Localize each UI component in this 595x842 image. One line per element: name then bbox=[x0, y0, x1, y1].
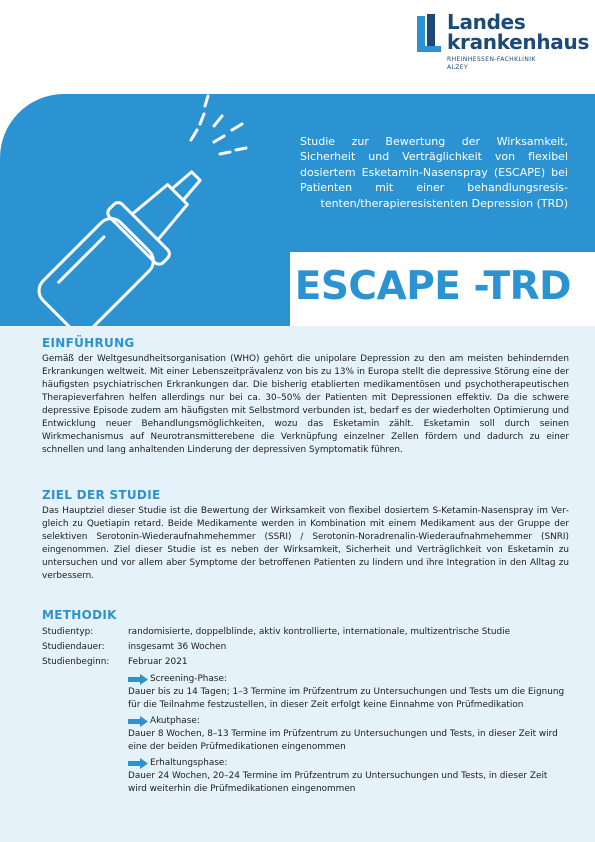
logo-line-1: Landes bbox=[447, 10, 526, 34]
row-studientyp bbox=[42, 625, 569, 640]
title-box bbox=[290, 252, 595, 326]
logo-mark-icon bbox=[417, 14, 441, 54]
arrow-right-icon bbox=[128, 758, 148, 769]
phase-text: Dauer 24 Wochen, 20–24 Termine im Prüfzentrum zu Untersuchungen und Tests, in dieser Zeit wird weiterhin die Prüfmedikationen eingenommen bbox=[128, 771, 548, 794]
logo-line-2: krankenhaus bbox=[447, 30, 590, 54]
phase-title: Erhaltungsphase: bbox=[150, 758, 228, 768]
study-description: Studie zur Bewertung der Wirksamkeit, Sicherheit und Verträglichkeit von flexibel dosiertem Esketamin-Nasenspray (ESCAPE) bei Patienten mit einer behandlungsresistenten/therapieresistenten Depression (TRD) bbox=[300, 135, 568, 210]
value-studientyp: randomisierte, doppelblinde, aktiv kontrollierte, internationale, multizentrische Studie bbox=[128, 627, 511, 637]
section-methodik bbox=[42, 608, 569, 796]
nasal-spray-icon bbox=[0, 94, 290, 326]
text-einfuehrung: Gemäß der Weltgesundheitsorganisation (WHO) gehört die unipolare Depression zu den am meisten behindernden Erkrankungen weltweit. Mit einer Lebenszeitprävalenz von bis zu 13% in Europa stellt die depressive Störung eine der häufigsten psychiatrischen Erkrankungen dar. Die bisherig etablierten medikamentösen und psychotherapeutischen Therapieverfahren helfen allerdings nur bei ca. 30–50% der Patienten mit Depressionen effektiv. Da die schwere depressive Episode zudem am häufigsten mit Selbstmord verbunden ist, bedarf es der wiederholten Optimierung und Entwicklung neuer Behandlungsmöglichkeiten, wozu das Esketamin zählt. Esketamin soll durch seinen Wirkmechanismus auf Neurotransmitterebene die Verknüpfung einzelner Zellen fördern und dadurch zu einer schnellen und lang anhaltenden Linderung der depressiven Symptomatik führen. bbox=[42, 354, 569, 455]
value-studiendauer: insgesamt 36 Wochen bbox=[128, 642, 227, 652]
section-einfuehrung bbox=[42, 336, 569, 457]
arrow-right-icon bbox=[128, 674, 148, 685]
label-studienbeginn: Studienbeginn: bbox=[42, 657, 110, 667]
phase-title: Screening-Phase: bbox=[150, 674, 227, 684]
row-studienbeginn bbox=[42, 655, 569, 670]
arrow-right-icon bbox=[128, 716, 148, 727]
hero-banner bbox=[0, 94, 595, 326]
logo-subtitle-1: RHEINHESSEN-FACHKLINIK bbox=[447, 56, 536, 63]
heading-ziel: ZIEL DER STUDIE bbox=[42, 488, 161, 502]
hospital-logo bbox=[417, 10, 590, 84]
heading-einfuehrung: EINFÜHRUNG bbox=[42, 336, 135, 350]
phase-text: Dauer bis zu 14 Tagen; 1–3 Termine im Prüfzentrum zu Untersuchungen und Tests um die Eignung für die Teilnahme festzustellen, in dieser Zeit erfolgt keine Einnahme von Prüfmedikation bbox=[128, 687, 565, 710]
phase-screening bbox=[42, 673, 569, 712]
phase-text: Dauer 8 Wochen, 8–13 Termine im Prüfzentrum zu Untersuchungen und Tests, in dieser Zeit wird eine der beiden Prüfmedikationen eingenommen bbox=[128, 729, 558, 752]
study-title: ESCAPE -TRD bbox=[294, 264, 571, 309]
phase-title: Akutphase: bbox=[150, 716, 200, 726]
heading-methodik: METHODIK bbox=[42, 608, 117, 622]
row-studiendauer bbox=[42, 640, 569, 655]
section-ziel bbox=[42, 488, 569, 583]
text-ziel: Das Hauptziel dieser Studie ist die Bewertung der Wirksamkeit von flexibel dosiertem S-Ketamin-Nasenspray im Vergleich zu Quetiapin retard. Beide Medikamente werden in Kombination mit einem Medikament aus der Gruppe der selektiven Serotonin-Wiederaufnahmehemmer (SSRI) / Serotonin-Noradrenalin-Wiederaufnahmehemmer (SNRI) eingenommen. Ziel dieser Studie ist es neben der Wirksamkeit, Sicherheit und Verträglichkeit von Esketamin zu untersuchen und vor allem aber Symptome der betroffenen Patienten zu lindern und ihre Integration in den Alltag zu verbessern. bbox=[42, 506, 569, 581]
logo-subtitle-2: ALZEY bbox=[447, 64, 469, 71]
phase-erhaltung bbox=[42, 757, 569, 796]
label-studiendauer: Studiendauer: bbox=[42, 642, 105, 652]
phase-akut bbox=[42, 715, 569, 754]
label-studientyp: Studientyp: bbox=[42, 627, 94, 637]
value-studienbeginn: Februar 2021 bbox=[128, 657, 188, 667]
